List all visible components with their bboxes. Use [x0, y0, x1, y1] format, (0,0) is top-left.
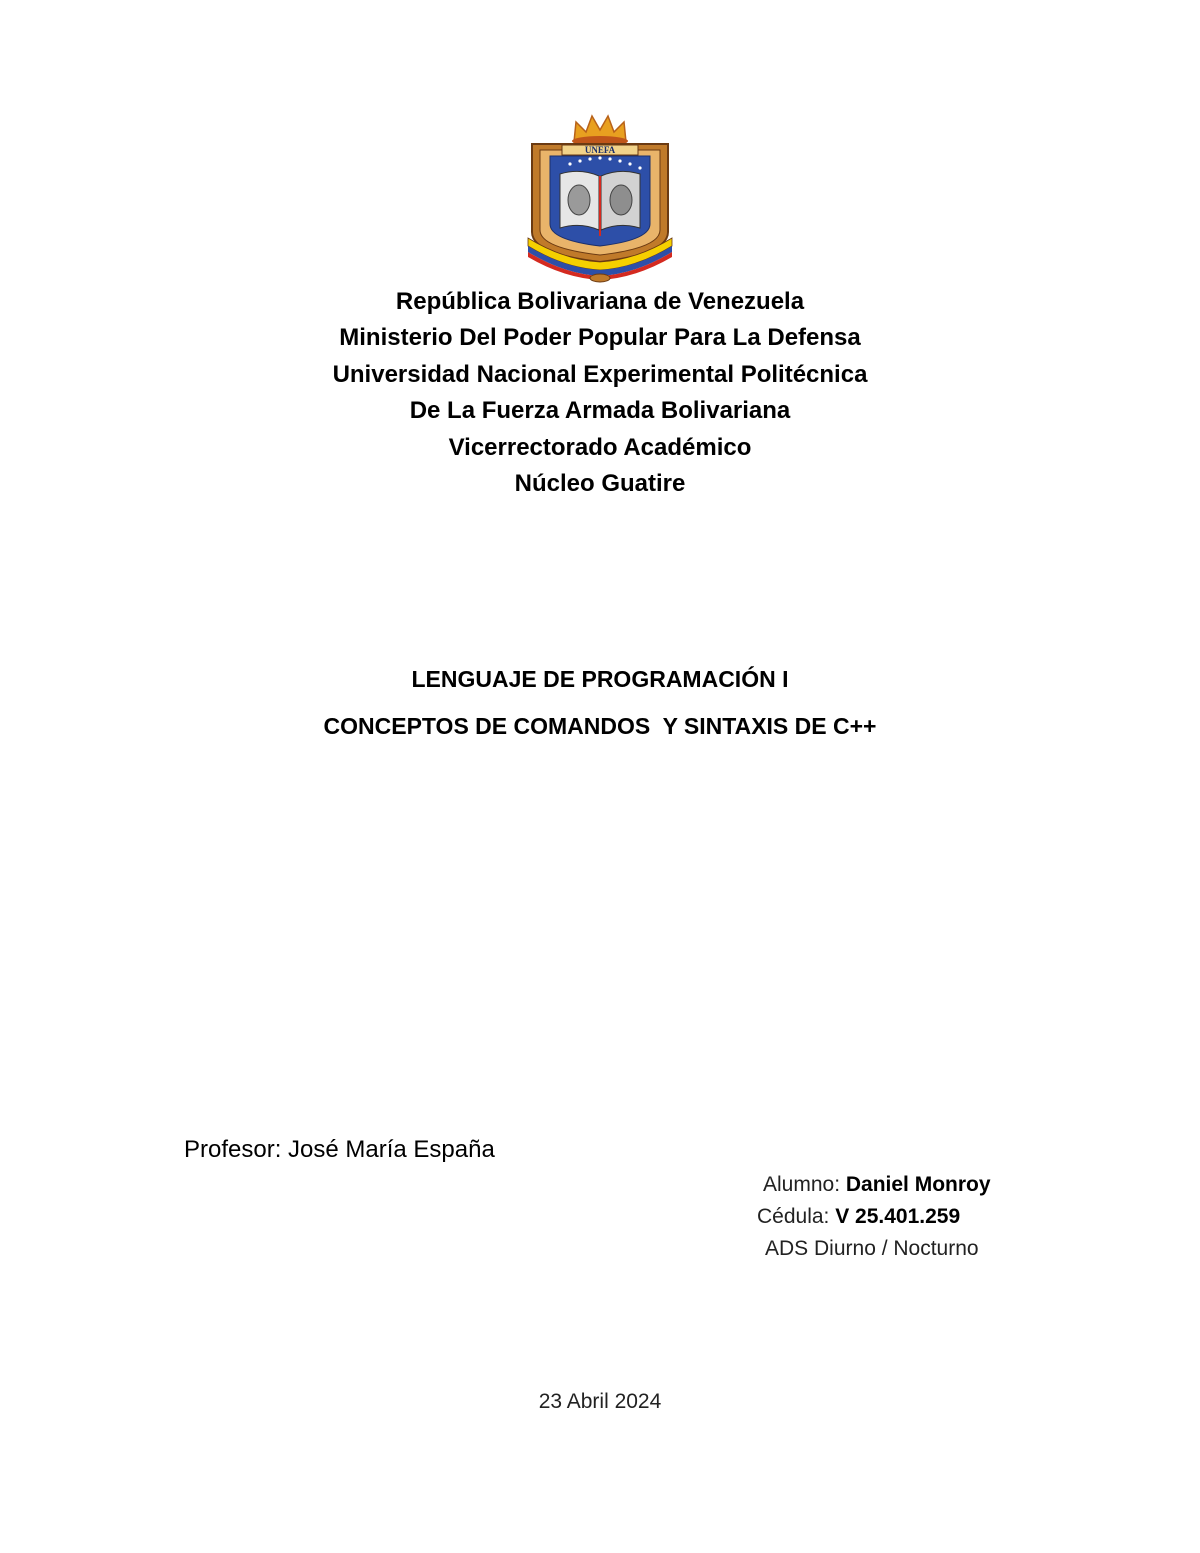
- header-line-armed-forces: De La Fuerza Armada Bolivariana: [409, 397, 791, 424]
- student-id-label: Cédula:: [757, 1205, 836, 1228]
- student-program: ADS Diurno / Nocturno: [765, 1237, 979, 1260]
- logo-banner-text: UNEFA: [584, 145, 616, 155]
- professor-name: Profesor: José María España: [184, 1136, 495, 1163]
- course-title: LENGUAJE DE PROGRAMACIÓN I: [411, 666, 789, 692]
- student-id: V 25.401.259: [835, 1205, 961, 1228]
- header-line-republic: República Bolivariana de Venezuela: [395, 288, 805, 315]
- header-line-campus: Núcleo Guatire: [514, 470, 686, 497]
- student-name: Daniel Monroy: [845, 1173, 991, 1196]
- unefa-emblem-logo: [524, 112, 676, 284]
- crown-icon: [572, 116, 628, 146]
- student-name-row: [763, 1173, 991, 1197]
- header-line-vice-rectorate: Vicerrectorado Académico: [448, 434, 752, 461]
- header-line-university: Universidad Nacional Experimental Politécnica: [332, 361, 868, 388]
- student-name-label: Alumno:: [763, 1173, 846, 1196]
- student-id-row: [757, 1205, 960, 1229]
- topic-title: CONCEPTOS DE COMANDOS Y SINTAXIS DE C++: [323, 713, 877, 739]
- header-line-ministry: Ministerio Del Poder Popular Para La Defensa: [339, 324, 861, 351]
- document-date: 23 Abril 2024: [538, 1390, 662, 1413]
